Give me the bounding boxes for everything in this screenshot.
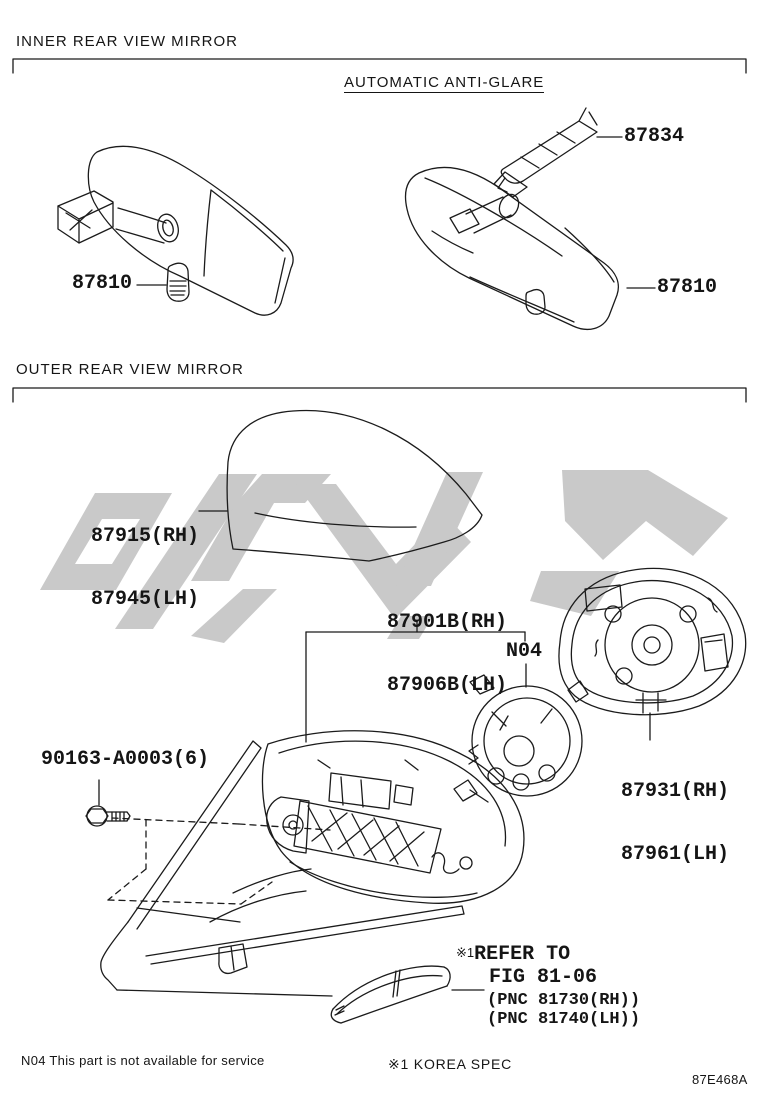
part-label-87810-autoglare: 87810	[657, 276, 718, 299]
figure-code: 87E468A	[692, 1072, 748, 1087]
part-label-mirror-assy-lh: 87906B(LH)	[387, 674, 508, 697]
part-label-mirror-assy	[387, 570, 507, 738]
part-label-87834: 87834	[624, 125, 685, 148]
part-label-cover-rh: 87915(RH)	[91, 525, 200, 548]
footnote-n04: N04 This part is not available for service	[21, 1053, 265, 1068]
part-label-glass-lh: 87961(LH)	[621, 843, 730, 866]
footnote-korea-spec: ※1 KOREA SPEC	[388, 1056, 513, 1072]
sensor-cover-drawing	[498, 108, 597, 192]
part-label-mirror-assy-rh: 87901B(RH)	[387, 611, 508, 634]
inner-mirror-autoglare-drawing	[406, 168, 619, 330]
part-label-cover-lh: 87945(LH)	[91, 588, 200, 611]
signal-note-mark: ※1	[456, 945, 475, 960]
outer-section-bracket	[13, 388, 746, 402]
anti-glare-subtitle-text: AUTOMATIC ANTI-GLARE	[344, 74, 545, 91]
screw-drawing	[86, 806, 130, 826]
part-label-87810-standard: 87810	[72, 272, 133, 295]
outer-section-title: OUTER REAR VIEW MIRROR	[16, 361, 244, 378]
turn-signal-lens-drawing	[331, 966, 450, 1023]
inner-section-bracket	[13, 59, 746, 73]
signal-note-line4: (PNC 81740(LH))	[487, 1010, 641, 1029]
signal-note-line2: FIG 81-06	[489, 966, 598, 989]
anti-glare-subtitle	[344, 74, 544, 91]
inner-section-title: INNER REAR VIEW MIRROR	[16, 33, 239, 50]
part-label-glass	[621, 739, 729, 907]
part-label-glass-rh: 87931(RH)	[621, 780, 730, 803]
part-label-cover	[91, 484, 199, 652]
part-label-screw: 90163-A0003(6)	[41, 748, 210, 771]
signal-note-line1	[456, 944, 570, 965]
signal-note-refer: REFER TO	[474, 943, 571, 966]
signal-note-line3: (PNC 81730(RH))	[487, 991, 641, 1010]
part-label-n04: N04	[506, 640, 543, 663]
screw-projection-dashes	[108, 818, 330, 904]
